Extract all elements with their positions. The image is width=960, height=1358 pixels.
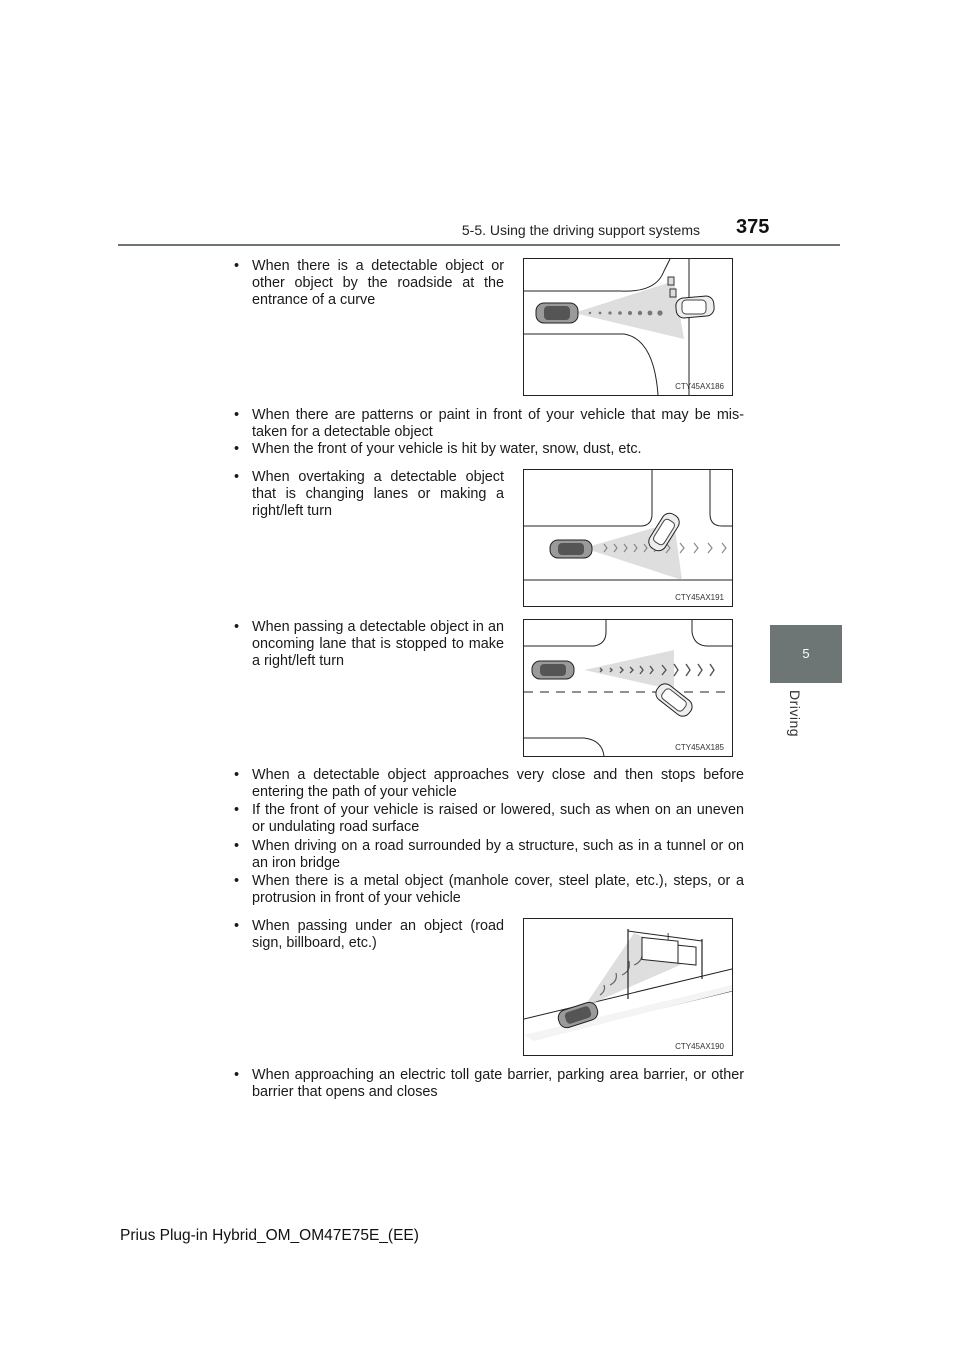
bullet-text: When there is a metal object (manhole cover, steel plate, etc.), steps, or a protrusion in front of your vehicle (252, 873, 744, 906)
bullet-item: • When there is a metal object (manhole cover, steel plate, etc.), steps, or a protrusion in front of your vehicle (234, 873, 744, 906)
bullet-item: • If the front of your vehicle is raised or lowered, such as when on an uneven or undulating road surface (234, 802, 744, 835)
figure-curve-illustration (524, 259, 732, 395)
bullet-text: When passing a detectable object in an oncoming lane that is stopped to make a right/left turn (252, 619, 504, 669)
bullet-item: • When approaching an electric toll gate barrier, parking area barrier, or other barrier that opens and closes (234, 1067, 744, 1100)
document-footer: Prius Plug-in Hybrid_OM_OM47E75E_(EE) (120, 1227, 419, 1244)
figure-code: CTY45AX190 (675, 1042, 724, 1051)
section-title: 5-5. Using the driving support systems (461, 222, 700, 238)
header-rule (118, 244, 840, 246)
figure-code: CTY45AX186 (675, 382, 724, 391)
figure-overhead-sign-illustration (524, 919, 732, 1055)
bullet-text: When a detectable object approaches very close and then stops before entering the path of your vehicle (252, 767, 744, 800)
bullet-item: • When there is a detectable object or other object by the roadside at the entrance of a curve (234, 258, 504, 308)
bullet-text: When the front of your vehicle is hit by water, snow, dust, etc. (252, 441, 642, 457)
bullet-text: When overtaking a detectable object that is changing lanes or making a right/left turn (252, 469, 504, 519)
bullet-item: • When there are patterns or paint in front of your vehicle that may be mis-taken for a detectable object (234, 407, 744, 440)
bullet-item: • When the front of your vehicle is hit by water, snow, dust, etc. (234, 441, 642, 457)
figure-code: CTY45AX191 (675, 593, 724, 602)
bullet-item: • When overtaking a detectable object that is changing lanes or making a right/left turn (234, 469, 504, 519)
figure-curve-roadside-object (523, 258, 733, 396)
bullet-text: When passing under an object (road sign, billboard, etc.) (252, 918, 504, 951)
figure-passing-under-sign (523, 918, 733, 1056)
figure-oncoming-stopped-object (523, 619, 733, 757)
bullet-text: When there is a detectable object or other object by the roadside at the entrance of a curve (252, 258, 504, 308)
chapter-label: Driving (787, 690, 803, 738)
figure-oncoming-illustration (524, 620, 732, 756)
bullet-text: When driving on a road surrounded by a structure, such as in a tunnel or on an iron bridge (252, 838, 744, 871)
chapter-tab: 5 (770, 625, 842, 683)
bullet-item: • When passing under an object (road sign, billboard, etc.) (234, 918, 504, 951)
page-number: 375 (736, 216, 770, 238)
bullet-item: • When driving on a road surrounded by a structure, such as in a tunnel or on an iron bridge (234, 838, 744, 871)
figure-overtaking-turning-object (523, 469, 733, 607)
bullet-text: If the front of your vehicle is raised or lowered, such as when on an uneven or undulating road surface (252, 802, 744, 835)
bullet-item: • When passing a detectable object in an oncoming lane that is stopped to make a right/left turn (234, 619, 504, 669)
figure-code: CTY45AX185 (675, 743, 724, 752)
bullet-text: When approaching an electric toll gate barrier, parking area barrier, or other barrier that opens and closes (252, 1067, 744, 1100)
figure-overtaking-illustration (524, 470, 732, 606)
bullet-text: When there are patterns or paint in front of your vehicle that may be mis-taken for a detectable object (252, 407, 744, 440)
bullet-item: • When a detectable object approaches very close and then stops before entering the path of your vehicle (234, 767, 744, 800)
